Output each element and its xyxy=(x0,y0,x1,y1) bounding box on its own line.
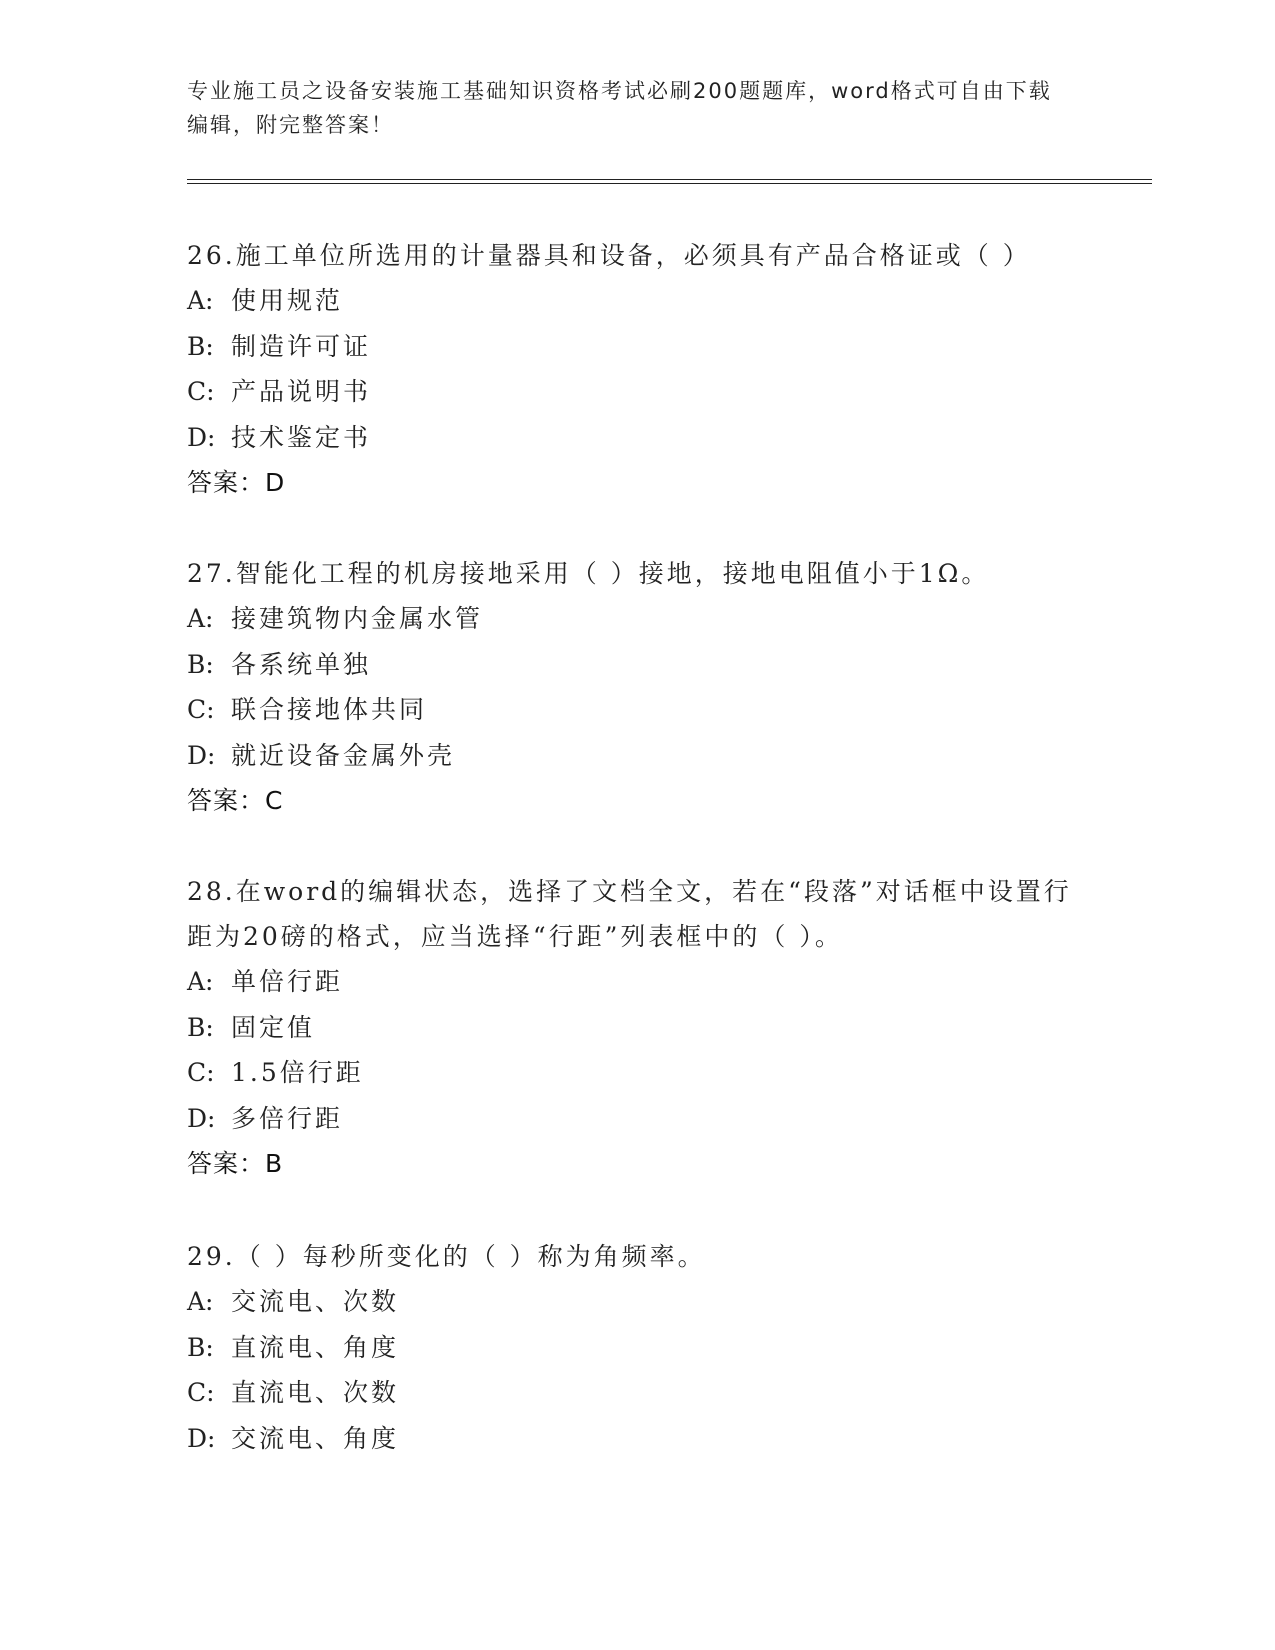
option-letter: C: xyxy=(187,1058,215,1087)
option-c xyxy=(187,687,1087,733)
option-text: 直流电、次数 xyxy=(231,1378,400,1407)
option-text: 单倍行距 xyxy=(231,967,344,996)
option-d xyxy=(187,415,1087,461)
option-text: 就近设备金属外壳 xyxy=(231,740,456,770)
option-d xyxy=(187,1096,1087,1142)
question-27 xyxy=(187,551,1087,824)
option-text: 技术鉴定书 xyxy=(231,422,372,452)
question-stem: 29.（ ）每秒所变化的（ ）称为角频率。 xyxy=(187,1242,706,1271)
option-b xyxy=(187,324,1087,370)
header-rule-bottom xyxy=(187,183,1152,184)
option-text: 使用规范 xyxy=(231,286,344,315)
question-stem: 26.施工单位所选用的计量器具和设备，必须具有产品合格证或（ ） xyxy=(187,241,1031,270)
option-letter: D: xyxy=(187,1103,216,1133)
option-text: 各系统单独 xyxy=(231,649,372,679)
option-d xyxy=(187,733,1087,779)
option-text: 交流电、角度 xyxy=(231,1423,400,1453)
option-text: 交流电、次数 xyxy=(231,1287,400,1316)
answer: 答案：C xyxy=(187,786,284,815)
answer: 答案：D xyxy=(187,468,286,497)
option-a xyxy=(187,1279,1087,1325)
option-a xyxy=(187,278,1087,324)
option-letter: B: xyxy=(187,1012,214,1042)
option-a xyxy=(187,959,1087,1005)
option-text: 固定值 xyxy=(231,1012,316,1042)
option-c xyxy=(187,369,1087,415)
question-26 xyxy=(187,233,1087,506)
option-letter: B: xyxy=(187,649,214,679)
question-28 xyxy=(187,869,1087,1187)
option-c xyxy=(187,1050,1087,1096)
option-c xyxy=(187,1370,1087,1416)
header-rule-top xyxy=(187,179,1152,180)
option-letter: B: xyxy=(187,331,214,361)
document-header: 专业施工员之设备安装施工基础知识资格考试必刷200题题库，word格式可自由下载编辑，附完整答案！ xyxy=(187,79,1052,137)
option-letter: D: xyxy=(187,422,216,452)
option-a xyxy=(187,596,1087,642)
option-letter: A: xyxy=(187,967,214,996)
option-letter: B: xyxy=(187,1332,214,1362)
option-d xyxy=(187,1416,1087,1462)
option-text: 联合接地体共同 xyxy=(231,695,428,724)
option-letter: A: xyxy=(187,604,214,633)
option-letter: C: xyxy=(187,1378,215,1407)
question-stem: 27.智能化工程的机房接地采用（ ）接地，接地电阻值小于1Ω。 xyxy=(187,559,990,588)
option-letter: A: xyxy=(187,1287,214,1316)
option-b xyxy=(187,1005,1087,1051)
option-text: 接建筑物内金属水管 xyxy=(231,604,484,633)
question-29 xyxy=(187,1234,1087,1461)
option-b xyxy=(187,642,1087,688)
option-text: 直流电、角度 xyxy=(231,1332,400,1362)
answer: 答案：B xyxy=(187,1149,284,1178)
option-letter: C: xyxy=(187,695,215,724)
option-letter: C: xyxy=(187,377,215,406)
option-letter: A: xyxy=(187,286,214,315)
option-b xyxy=(187,1325,1087,1371)
question-stem: 28.在word的编辑状态，选择了文档全文，若在“段落”对话框中设置行距为20磅的格式，应当选择“行距”列表框中的（ ）。 xyxy=(187,877,1072,951)
option-text: 产品说明书 xyxy=(231,377,372,406)
option-text: 制造许可证 xyxy=(231,331,372,361)
option-text: 多倍行距 xyxy=(231,1103,344,1133)
option-letter: D: xyxy=(187,740,216,770)
option-letter: D: xyxy=(187,1423,216,1453)
option-text: 1.5倍行距 xyxy=(231,1058,364,1087)
